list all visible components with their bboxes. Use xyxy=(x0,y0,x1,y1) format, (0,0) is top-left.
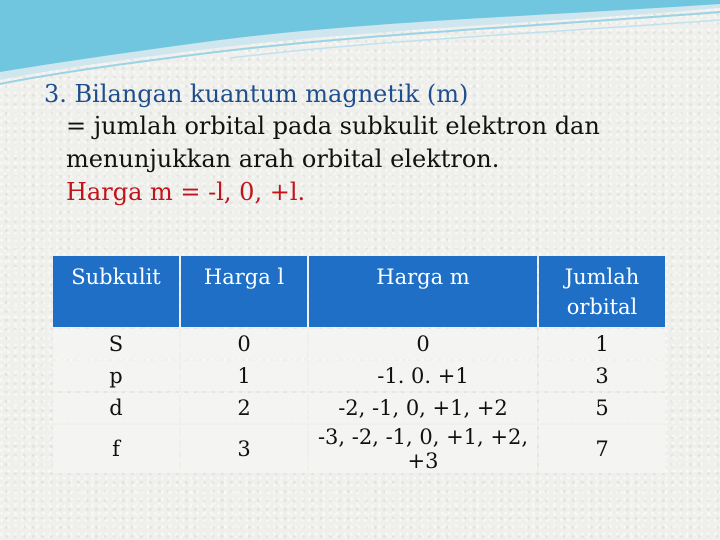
harga-m-formula: Harga m = -l, 0, +l. xyxy=(66,178,306,206)
header-jumlah-orbital: Jumlah orbital xyxy=(539,256,665,327)
table-row xyxy=(53,425,665,473)
cell-subkulit: d xyxy=(53,393,179,423)
quantum-number-table xyxy=(51,254,667,475)
cell-subkulit: S xyxy=(53,329,179,359)
cell-jumlah-orbital: 3 xyxy=(539,361,665,391)
cell-jumlah-orbital: 7 xyxy=(539,425,665,473)
cell-subkulit: p xyxy=(53,361,179,391)
cell-subkulit: f xyxy=(53,425,179,473)
cell-harga-l: 0 xyxy=(181,329,307,359)
table-header-row xyxy=(53,256,665,327)
definition-line-1: = jumlah orbital pada subkulit elektron dan xyxy=(66,112,600,140)
header-subkulit: Subkulit xyxy=(53,256,179,327)
header-harga-l: Harga l xyxy=(181,256,307,327)
definition-line-2: menunjukkan arah orbital elektron. xyxy=(66,145,500,173)
table-row xyxy=(53,329,665,359)
slide-title: 3. Bilangan kuantum magnetik (m) xyxy=(44,80,469,108)
content-text xyxy=(44,78,694,209)
cell-harga-m: 0 xyxy=(309,329,537,359)
cell-jumlah-orbital: 1 xyxy=(539,329,665,359)
cell-harga-l: 1 xyxy=(181,361,307,391)
cell-harga-l: 2 xyxy=(181,393,307,423)
cell-harga-m: -2, -1, 0, +1, +2 xyxy=(309,393,537,423)
table-row xyxy=(53,361,665,391)
cell-harga-m: -3, -2, -1, 0, +1, +2, +3 xyxy=(309,425,537,473)
cell-harga-l: 3 xyxy=(181,425,307,473)
header-wave-decoration xyxy=(0,0,720,85)
header-harga-m: Harga m xyxy=(309,256,537,327)
cell-jumlah-orbital: 5 xyxy=(539,393,665,423)
cell-harga-m: -1. 0. +1 xyxy=(309,361,537,391)
table-row xyxy=(53,393,665,423)
